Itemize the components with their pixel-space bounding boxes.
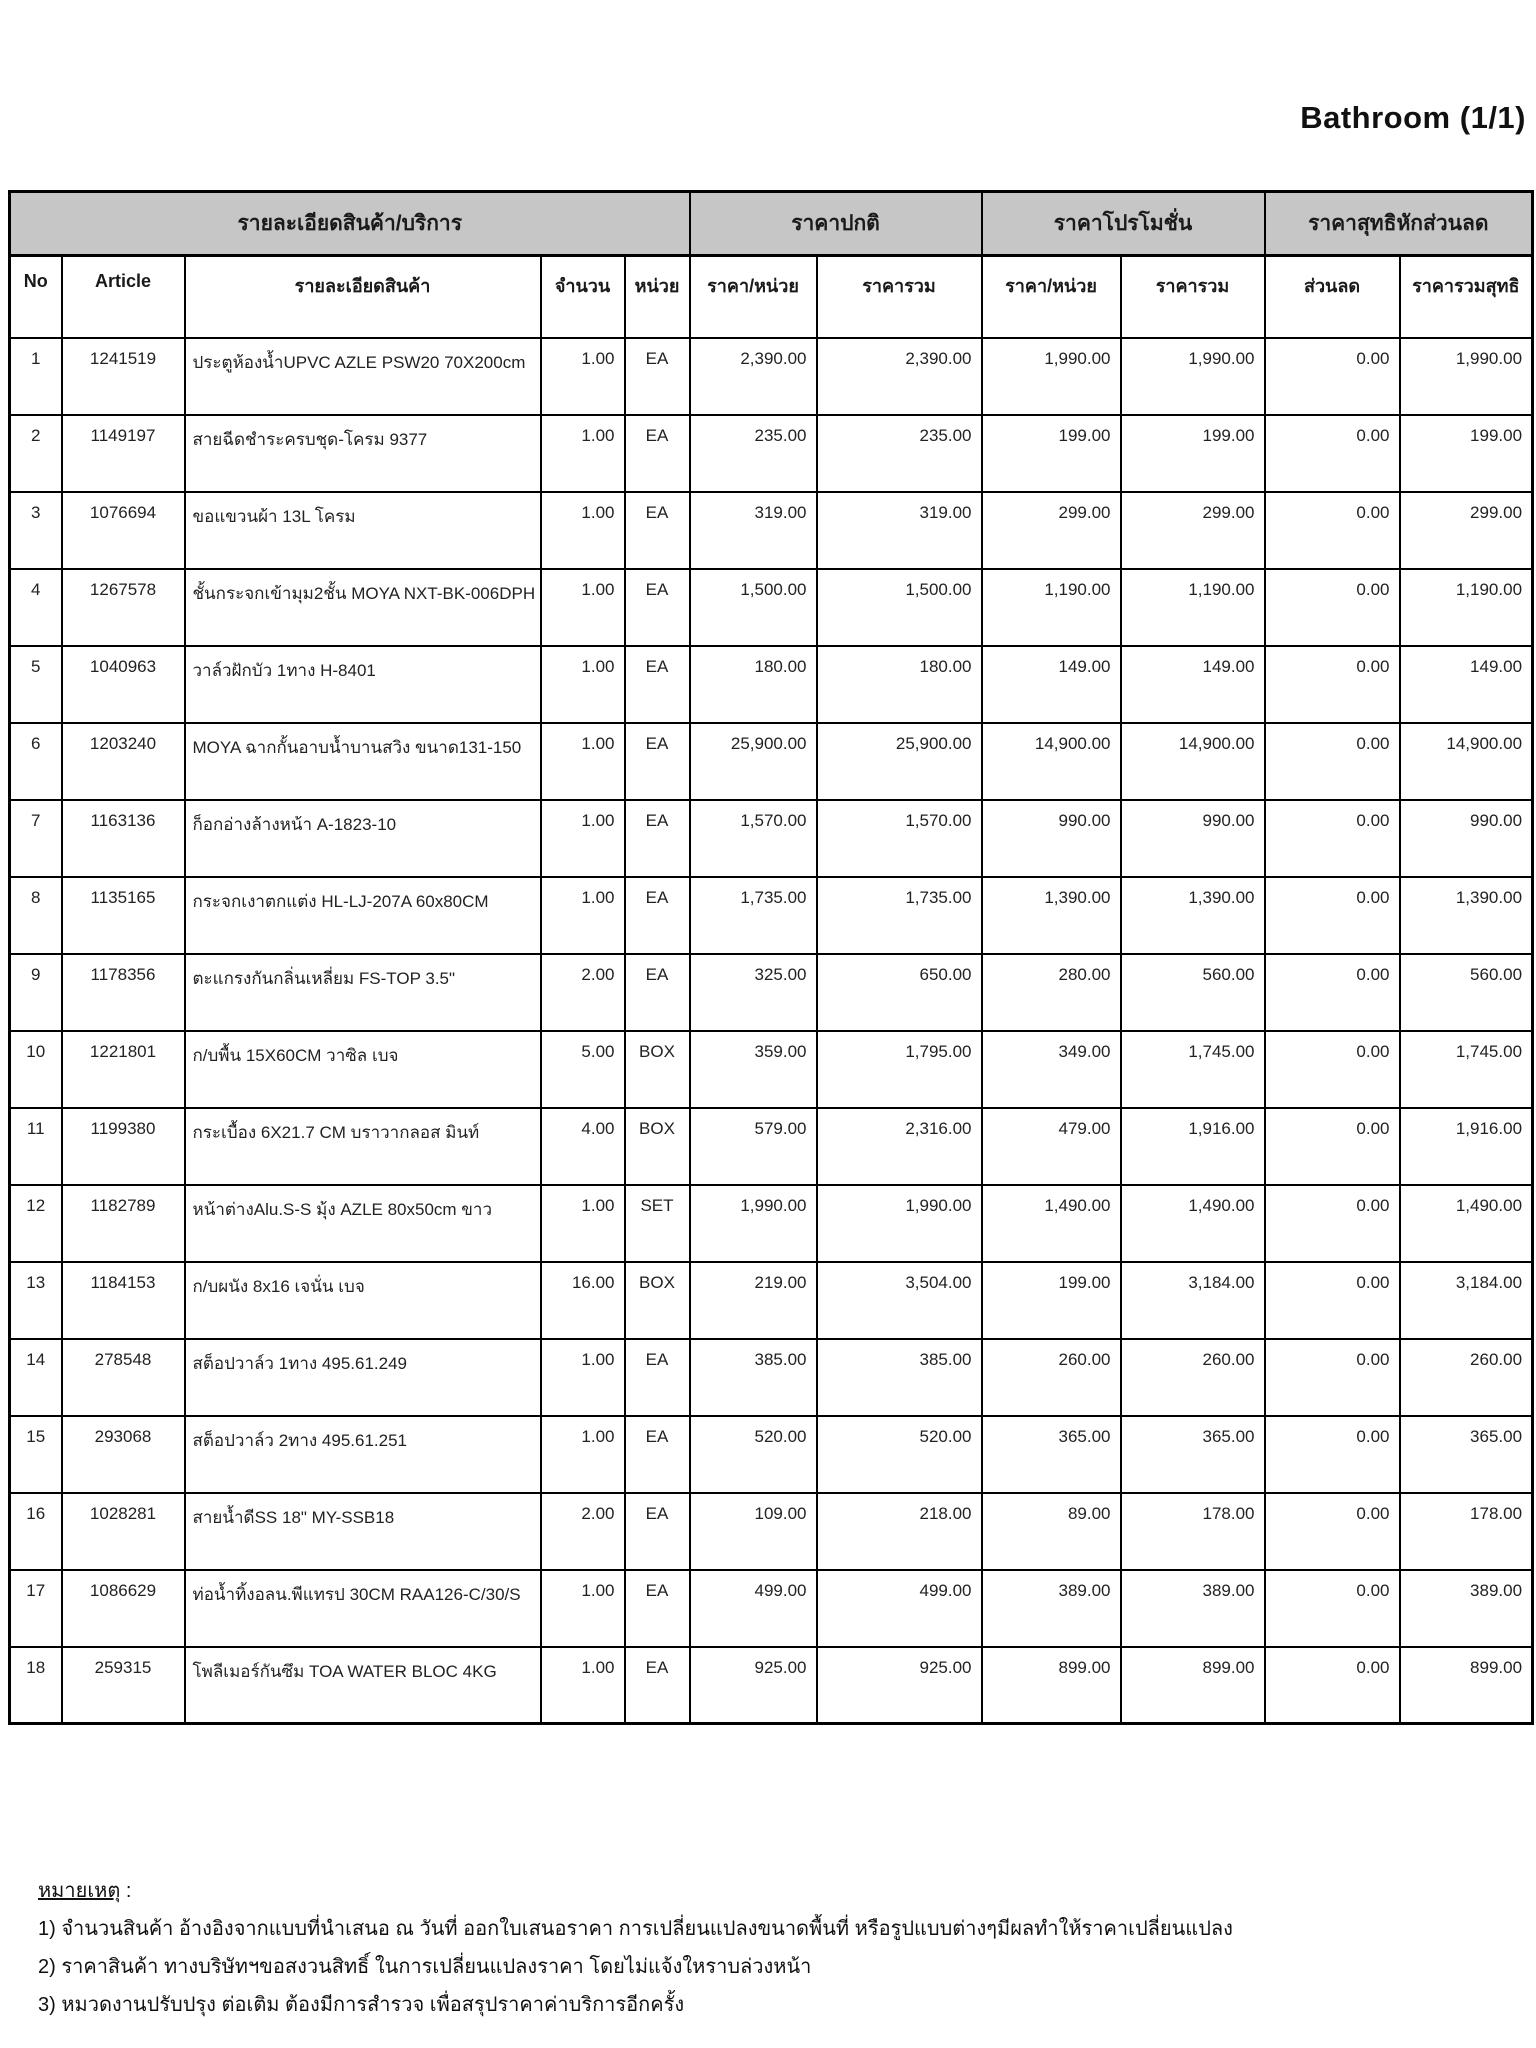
cell-normal-total: 385.00 [817,1339,982,1416]
cell-unit: BOX [625,1108,690,1185]
cell-description: ชั้นกระจกเข้ามุม2ชั้น MOYA NXT-BK-006DPH [185,569,541,646]
cell-promo-total: 990.00 [1121,800,1265,877]
cell-description: กระเบื้อง 6X21.7 CM บราวากลอส มินท์ [185,1108,541,1185]
cell-net-total: 1,190.00 [1400,569,1533,646]
cell-net-total: 1,490.00 [1400,1185,1533,1262]
cell-description: โพลีเมอร์กันซึม TOA WATER BLOC 4KG [185,1647,541,1724]
cell-normal-unit-price: 1,990.00 [690,1185,817,1262]
cell-net-total: 990.00 [1400,800,1533,877]
cell-description: ท่อน้ำทิ้งอลน.พีแทรป 30CM RAA126-C/30/S [185,1570,541,1647]
notes-heading-text: หมายเหตุ [38,1880,121,1902]
cell-promo-total: 1,916.00 [1121,1108,1265,1185]
cell-normal-unit-price: 325.00 [690,954,817,1031]
cell-normal-unit-price: 925.00 [690,1647,817,1724]
cell-normal-unit-price: 219.00 [690,1262,817,1339]
notes-heading [38,1872,1233,1910]
cell-promo-unit-price: 14,900.00 [982,723,1121,800]
table-row [10,492,1533,569]
table-row [10,338,1533,415]
cell-qty: 1.00 [541,877,625,954]
table-row [10,954,1533,1031]
cell-net-total: 260.00 [1400,1339,1533,1416]
cell-normal-total: 650.00 [817,954,982,1031]
cell-discount: 0.00 [1265,415,1400,492]
cell-unit: EA [625,569,690,646]
table-row [10,1647,1533,1724]
cell-promo-unit-price: 1,990.00 [982,338,1121,415]
cell-qty: 1.00 [541,646,625,723]
cell-promo-unit-price: 299.00 [982,492,1121,569]
cell-normal-total: 1,500.00 [817,569,982,646]
cell-promo-total: 149.00 [1121,646,1265,723]
cell-net-total: 3,184.00 [1400,1262,1533,1339]
cell-description: ก/บพื้น 15X60CM วาซิล เบจ [185,1031,541,1108]
cell-description: วาล์วฝักบัว 1ทาง H-8401 [185,646,541,723]
cell-article: 1199380 [62,1108,185,1185]
cell-unit: SET [625,1185,690,1262]
cell-normal-unit-price: 319.00 [690,492,817,569]
cell-normal-total: 25,900.00 [817,723,982,800]
cell-description: กระจกเงาตกแต่ง HL-LJ-207A 60x80CM [185,877,541,954]
cell-no: 5 [10,646,62,723]
cell-discount: 0.00 [1265,877,1400,954]
cell-promo-total: 1,390.00 [1121,877,1265,954]
cell-net-total: 1,990.00 [1400,338,1533,415]
cell-normal-total: 499.00 [817,1570,982,1647]
cell-unit: EA [625,1493,690,1570]
cell-promo-total: 899.00 [1121,1647,1265,1724]
cell-promo-total: 1,490.00 [1121,1185,1265,1262]
cell-no: 18 [10,1647,62,1724]
cell-unit: EA [625,1339,690,1416]
cell-normal-total: 1,990.00 [817,1185,982,1262]
table-row [10,1185,1533,1262]
cell-no: 16 [10,1493,62,1570]
cell-net-total: 899.00 [1400,1647,1533,1724]
cell-normal-unit-price: 235.00 [690,415,817,492]
table-row [10,1108,1533,1185]
cell-normal-unit-price: 109.00 [690,1493,817,1570]
cell-qty: 16.00 [541,1262,625,1339]
cell-article: 1076694 [62,492,185,569]
cell-normal-unit-price: 579.00 [690,1108,817,1185]
cell-promo-total: 3,184.00 [1121,1262,1265,1339]
cell-no: 15 [10,1416,62,1493]
cell-unit: EA [625,954,690,1031]
cell-no: 2 [10,415,62,492]
cell-net-total: 199.00 [1400,415,1533,492]
table-body [10,338,1533,1724]
cell-normal-total: 180.00 [817,646,982,723]
cell-qty: 1.00 [541,569,625,646]
cell-discount: 0.00 [1265,723,1400,800]
cell-discount: 0.00 [1265,954,1400,1031]
cell-discount: 0.00 [1265,1031,1400,1108]
cell-promo-unit-price: 899.00 [982,1647,1121,1724]
cell-qty: 1.00 [541,492,625,569]
cell-net-total: 365.00 [1400,1416,1533,1493]
cell-unit: EA [625,1416,690,1493]
cell-discount: 0.00 [1265,338,1400,415]
cell-no: 14 [10,1339,62,1416]
cell-description: ตะแกรงกันกลิ่นเหลี่ยม FS-TOP 3.5" [185,954,541,1031]
cell-promo-total: 299.00 [1121,492,1265,569]
table-row [10,877,1533,954]
cell-net-total: 1,916.00 [1400,1108,1533,1185]
col-header-qty: จำนวน [541,256,625,338]
cell-normal-total: 520.00 [817,1416,982,1493]
cell-article: 1182789 [62,1185,185,1262]
cell-no: 9 [10,954,62,1031]
cell-description: สต็อปวาล์ว 2ทาง 495.61.251 [185,1416,541,1493]
cell-promo-total: 365.00 [1121,1416,1265,1493]
cell-discount: 0.00 [1265,1339,1400,1416]
cell-description: สต็อปวาล์ว 1ทาง 495.61.249 [185,1339,541,1416]
cell-normal-unit-price: 2,390.00 [690,338,817,415]
cell-promo-unit-price: 1,190.00 [982,569,1121,646]
table-row [10,646,1533,723]
cell-normal-total: 2,390.00 [817,338,982,415]
cell-unit: EA [625,646,690,723]
col-header-description: รายละเอียดสินค้า [185,256,541,338]
group-header-promo-price: ราคาโปรโมชั่น [982,192,1265,256]
cell-normal-total: 2,316.00 [817,1108,982,1185]
cell-promo-total: 14,900.00 [1121,723,1265,800]
cell-promo-unit-price: 990.00 [982,800,1121,877]
cell-qty: 1.00 [541,415,625,492]
cell-promo-total: 389.00 [1121,1570,1265,1647]
cell-qty: 1.00 [541,1570,625,1647]
cell-normal-total: 235.00 [817,415,982,492]
cell-discount: 0.00 [1265,1108,1400,1185]
cell-no: 6 [10,723,62,800]
cell-qty: 5.00 [541,1031,625,1108]
group-header-normal-price: ราคาปกติ [690,192,982,256]
cell-description: สายฉีดชำระครบชุด-โครม 9377 [185,415,541,492]
cell-discount: 0.00 [1265,569,1400,646]
group-header-row [10,192,1533,256]
notes-section [38,1872,1233,2024]
cell-net-total: 389.00 [1400,1570,1533,1647]
cell-normal-total: 1,570.00 [817,800,982,877]
cell-article: 293068 [62,1416,185,1493]
cell-article: 1203240 [62,723,185,800]
cell-description: ก็อกอ่างล้างหน้า A-1823-10 [185,800,541,877]
cell-promo-unit-price: 280.00 [982,954,1121,1031]
cell-article: 1178356 [62,954,185,1031]
col-header-promo-unit-price: ราคา/หน่วย [982,256,1121,338]
cell-promo-unit-price: 1,490.00 [982,1185,1121,1262]
col-header-discount: ส่วนลด [1265,256,1400,338]
col-header-no: No [10,256,62,338]
cell-normal-total: 3,504.00 [817,1262,982,1339]
cell-promo-unit-price: 260.00 [982,1339,1121,1416]
cell-article: 1086629 [62,1570,185,1647]
cell-net-total: 178.00 [1400,1493,1533,1570]
table-row [10,415,1533,492]
cell-promo-total: 1,990.00 [1121,338,1265,415]
cell-no: 13 [10,1262,62,1339]
cell-article: 1040963 [62,646,185,723]
cell-unit: EA [625,877,690,954]
cell-unit: BOX [625,1262,690,1339]
cell-qty: 2.00 [541,1493,625,1570]
cell-normal-total: 218.00 [817,1493,982,1570]
table-row [10,1339,1533,1416]
cell-net-total: 299.00 [1400,492,1533,569]
cell-no: 3 [10,492,62,569]
cell-normal-unit-price: 1,570.00 [690,800,817,877]
cell-no: 7 [10,800,62,877]
cell-promo-unit-price: 389.00 [982,1570,1121,1647]
cell-unit: EA [625,1647,690,1724]
cell-normal-total: 1,795.00 [817,1031,982,1108]
cell-no: 17 [10,1570,62,1647]
table-row [10,1416,1533,1493]
cell-discount: 0.00 [1265,1647,1400,1724]
col-header-article: Article [62,256,185,338]
cell-promo-unit-price: 365.00 [982,1416,1121,1493]
cell-net-total: 560.00 [1400,954,1533,1031]
cell-no: 1 [10,338,62,415]
cell-article: 1135165 [62,877,185,954]
cell-article: 1028281 [62,1493,185,1570]
cell-description: ประตูห้องน้ำUPVC AZLE PSW20 70X200cm [185,338,541,415]
cell-promo-unit-price: 199.00 [982,1262,1121,1339]
cell-promo-total: 1,745.00 [1121,1031,1265,1108]
cell-discount: 0.00 [1265,1262,1400,1339]
cell-description: หน้าต่างAlu.S-S มุ้ง AZLE 80x50cm ขาว [185,1185,541,1262]
cell-net-total: 149.00 [1400,646,1533,723]
col-header-normal-unit-price: ราคา/หน่วย [690,256,817,338]
table-row [10,1262,1533,1339]
cell-article: 1221801 [62,1031,185,1108]
group-header-net-price: ราคาสุทธิหักส่วนลด [1265,192,1533,256]
notes-heading-colon: : [120,1880,132,1902]
cell-discount: 0.00 [1265,492,1400,569]
cell-description: MOYA ฉากกั้นอาบน้ำบานสวิง ขนาด131-150 [185,723,541,800]
page-title [1300,100,1526,136]
cell-no: 10 [10,1031,62,1108]
cell-description: ขอแขวนผ้า 13L โครม [185,492,541,569]
cell-article: 259315 [62,1647,185,1724]
cell-unit: BOX [625,1031,690,1108]
column-header-row [10,256,1533,338]
cell-article: 1184153 [62,1262,185,1339]
page-number: (1/1) [1459,100,1526,135]
cell-qty: 1.00 [541,800,625,877]
cell-normal-total: 319.00 [817,492,982,569]
cell-article: 1163136 [62,800,185,877]
cell-qty: 1.00 [541,1416,625,1493]
quotation-table [8,190,1534,1725]
cell-no: 8 [10,877,62,954]
cell-no: 11 [10,1108,62,1185]
cell-unit: EA [625,338,690,415]
cell-net-total: 1,390.00 [1400,877,1533,954]
cell-promo-unit-price: 479.00 [982,1108,1121,1185]
cell-promo-unit-price: 89.00 [982,1493,1121,1570]
cell-normal-unit-price: 385.00 [690,1339,817,1416]
cell-no: 12 [10,1185,62,1262]
cell-discount: 0.00 [1265,800,1400,877]
cell-net-total: 14,900.00 [1400,723,1533,800]
group-header-product-details: รายละเอียดสินค้า/บริการ [10,192,690,256]
cell-normal-unit-price: 1,735.00 [690,877,817,954]
page-title-text: Bathroom [1300,100,1451,135]
table-row [10,1570,1533,1647]
cell-normal-total: 925.00 [817,1647,982,1724]
cell-article: 1241519 [62,338,185,415]
cell-unit: EA [625,1570,690,1647]
cell-description: ก/บผนัง 8x16 เจนั่น เบจ [185,1262,541,1339]
cell-article: 278548 [62,1339,185,1416]
cell-normal-unit-price: 1,500.00 [690,569,817,646]
cell-promo-total: 260.00 [1121,1339,1265,1416]
cell-qty: 1.00 [541,338,625,415]
cell-promo-total: 178.00 [1121,1493,1265,1570]
cell-promo-total: 1,190.00 [1121,569,1265,646]
cell-discount: 0.00 [1265,1416,1400,1493]
cell-qty: 2.00 [541,954,625,1031]
cell-description: สายน้ำดีSS 18" MY-SSB18 [185,1493,541,1570]
col-header-net-total: ราคารวมสุทธิ [1400,256,1533,338]
cell-qty: 1.00 [541,1339,625,1416]
cell-qty: 1.00 [541,723,625,800]
cell-unit: EA [625,723,690,800]
table-row [10,723,1533,800]
col-header-unit: หน่วย [625,256,690,338]
cell-net-total: 1,745.00 [1400,1031,1533,1108]
cell-normal-unit-price: 25,900.00 [690,723,817,800]
cell-discount: 0.00 [1265,1570,1400,1647]
cell-qty: 1.00 [541,1647,625,1724]
cell-article: 1149197 [62,415,185,492]
cell-normal-unit-price: 499.00 [690,1570,817,1647]
table-row [10,569,1533,646]
cell-article: 1267578 [62,569,185,646]
cell-no: 4 [10,569,62,646]
cell-unit: EA [625,492,690,569]
cell-unit: EA [625,800,690,877]
col-header-promo-total: ราคารวม [1121,256,1265,338]
note-item-1: 1) จำนวนสินค้า อ้างอิงจากแบบที่นำเสนอ ณ วันที่ ออกใบเสนอราคา การเปลี่ยนแปลงขนาดพื้นที่ หรือรูปแบบต่างๆมีผลทำให้ราคาเปลี่ยนแปลง [38,1918,1233,1940]
table-row [10,1493,1533,1570]
cell-promo-unit-price: 349.00 [982,1031,1121,1108]
cell-normal-unit-price: 180.00 [690,646,817,723]
cell-qty: 4.00 [541,1108,625,1185]
cell-promo-unit-price: 149.00 [982,646,1121,723]
cell-promo-total: 199.00 [1121,415,1265,492]
cell-promo-unit-price: 199.00 [982,415,1121,492]
cell-qty: 1.00 [541,1185,625,1262]
cell-unit: EA [625,415,690,492]
cell-discount: 0.00 [1265,1493,1400,1570]
table-row [10,800,1533,877]
cell-normal-unit-price: 520.00 [690,1416,817,1493]
table-row [10,1031,1533,1108]
cell-promo-unit-price: 1,390.00 [982,877,1121,954]
note-item-2: 2) ราคาสินค้า ทางบริษัทฯขอสงวนสิทธิ์ ในการเปลี่ยนแปลงราคา โดยไม่แจ้งใหราบล่วงหน้า [38,1956,812,1978]
note-item-3: 3) หมวดงานปรับปรุง ต่อเติม ต้องมีการสำรวจ เพื่อสรุปราคาค่าบริการอีกครั้ง [38,1994,685,2016]
cell-discount: 0.00 [1265,646,1400,723]
col-header-normal-total: ราคารวม [817,256,982,338]
cell-normal-unit-price: 359.00 [690,1031,817,1108]
cell-normal-total: 1,735.00 [817,877,982,954]
cell-discount: 0.00 [1265,1185,1400,1262]
cell-promo-total: 560.00 [1121,954,1265,1031]
